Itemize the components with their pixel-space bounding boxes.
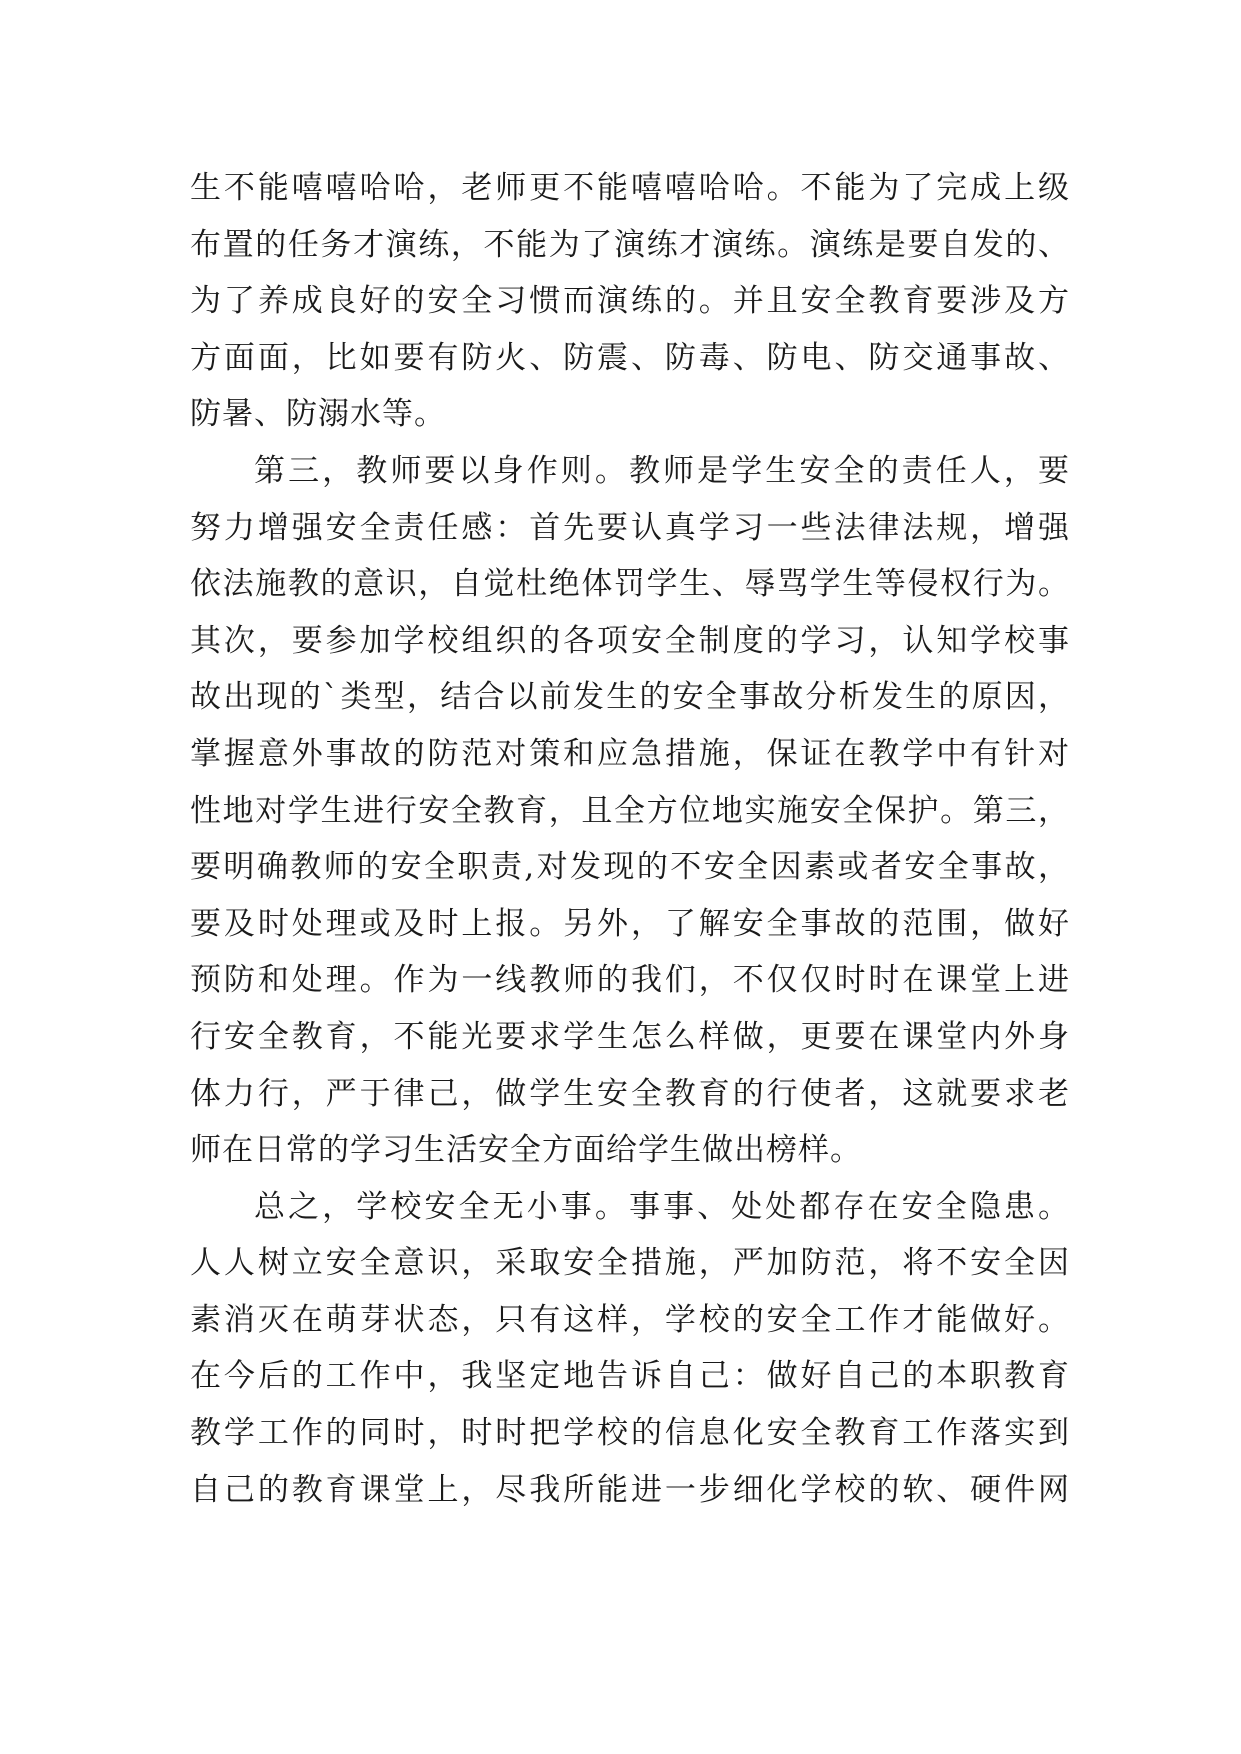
text-line: 素消灭在萌芽状态，只有这样，学校的安全工作才能做好。 [190, 1301, 1070, 1338]
paragraph-first-line: 总之，学校安全无小事。事事、处处都存在安全隐患。 [254, 1188, 1070, 1225]
text-line: 自己的教育课堂上，尽我所能进一步细化学校的软、硬件网 [190, 1471, 1070, 1508]
text-line: 要及时处理或及时上报。另外，了解安全事故的范围，做好 [190, 905, 1070, 942]
text-line: 行安全教育，不能光要求学生怎么样做，更要在课堂内外身 [190, 1018, 1070, 1055]
text-line: 努力增强安全责任感：首先要认真学习一些法律法规，增强 [190, 509, 1070, 546]
text-line: 人人树立安全意识，采取安全措施，严加防范，将不安全因 [190, 1245, 1070, 1282]
text-line: 掌握意外事故的防范对策和应急措施，保证在教学中有针对 [190, 735, 1070, 772]
text-line: 方面面，比如要有防火、防震、防毒、防电、防交通事故、 [190, 339, 1070, 376]
text-line: 为了养成良好的安全习惯而演练的。并且安全教育要涉及方 [190, 283, 1070, 320]
text-line: 布置的任务才演练，不能为了演练才演练。演练是要自发的、 [190, 226, 1070, 263]
document-body [190, 160, 1070, 1518]
text-line: 故出现的`类型，结合以前发生的安全事故分析发生的原因， [190, 679, 1070, 716]
text-line: 预防和处理。作为一线教师的我们，不仅仅时时在课堂上进 [190, 962, 1070, 999]
text-line: 性地对学生进行安全教育，且全方位地实施安全保护。第三， [190, 792, 1070, 829]
text-line: 师在日常的学习生活安全方面给学生做出榜样。 [190, 1132, 862, 1169]
text-line: 防暑、防溺水等。 [190, 396, 446, 433]
text-line: 要明确教师的安全职责,对发现的不安全因素或者安全事故， [190, 849, 1070, 886]
text-line: 体力行，严于律己，做学生安全教育的行使者，这就要求老 [190, 1075, 1070, 1112]
text-line: 依法施教的意识，自觉杜绝体罚学生、辱骂学生等侵权行为。 [190, 566, 1070, 603]
text-line: 教学工作的同时，时时把学校的信息化安全教育工作落实到 [190, 1415, 1070, 1452]
text-line: 生不能嘻嘻哈哈，老师更不能嘻嘻哈哈。不能为了完成上级 [190, 170, 1070, 206]
paragraph-first-line: 第三，教师要以身作则。教师是学生安全的责任人，要 [254, 452, 1070, 489]
text-line: 在今后的工作中，我坚定地告诉自己：做好自己的本职教育 [190, 1358, 1070, 1395]
text-line: 其次，要参加学校组织的各项安全制度的学习，认知学校事 [190, 622, 1070, 659]
